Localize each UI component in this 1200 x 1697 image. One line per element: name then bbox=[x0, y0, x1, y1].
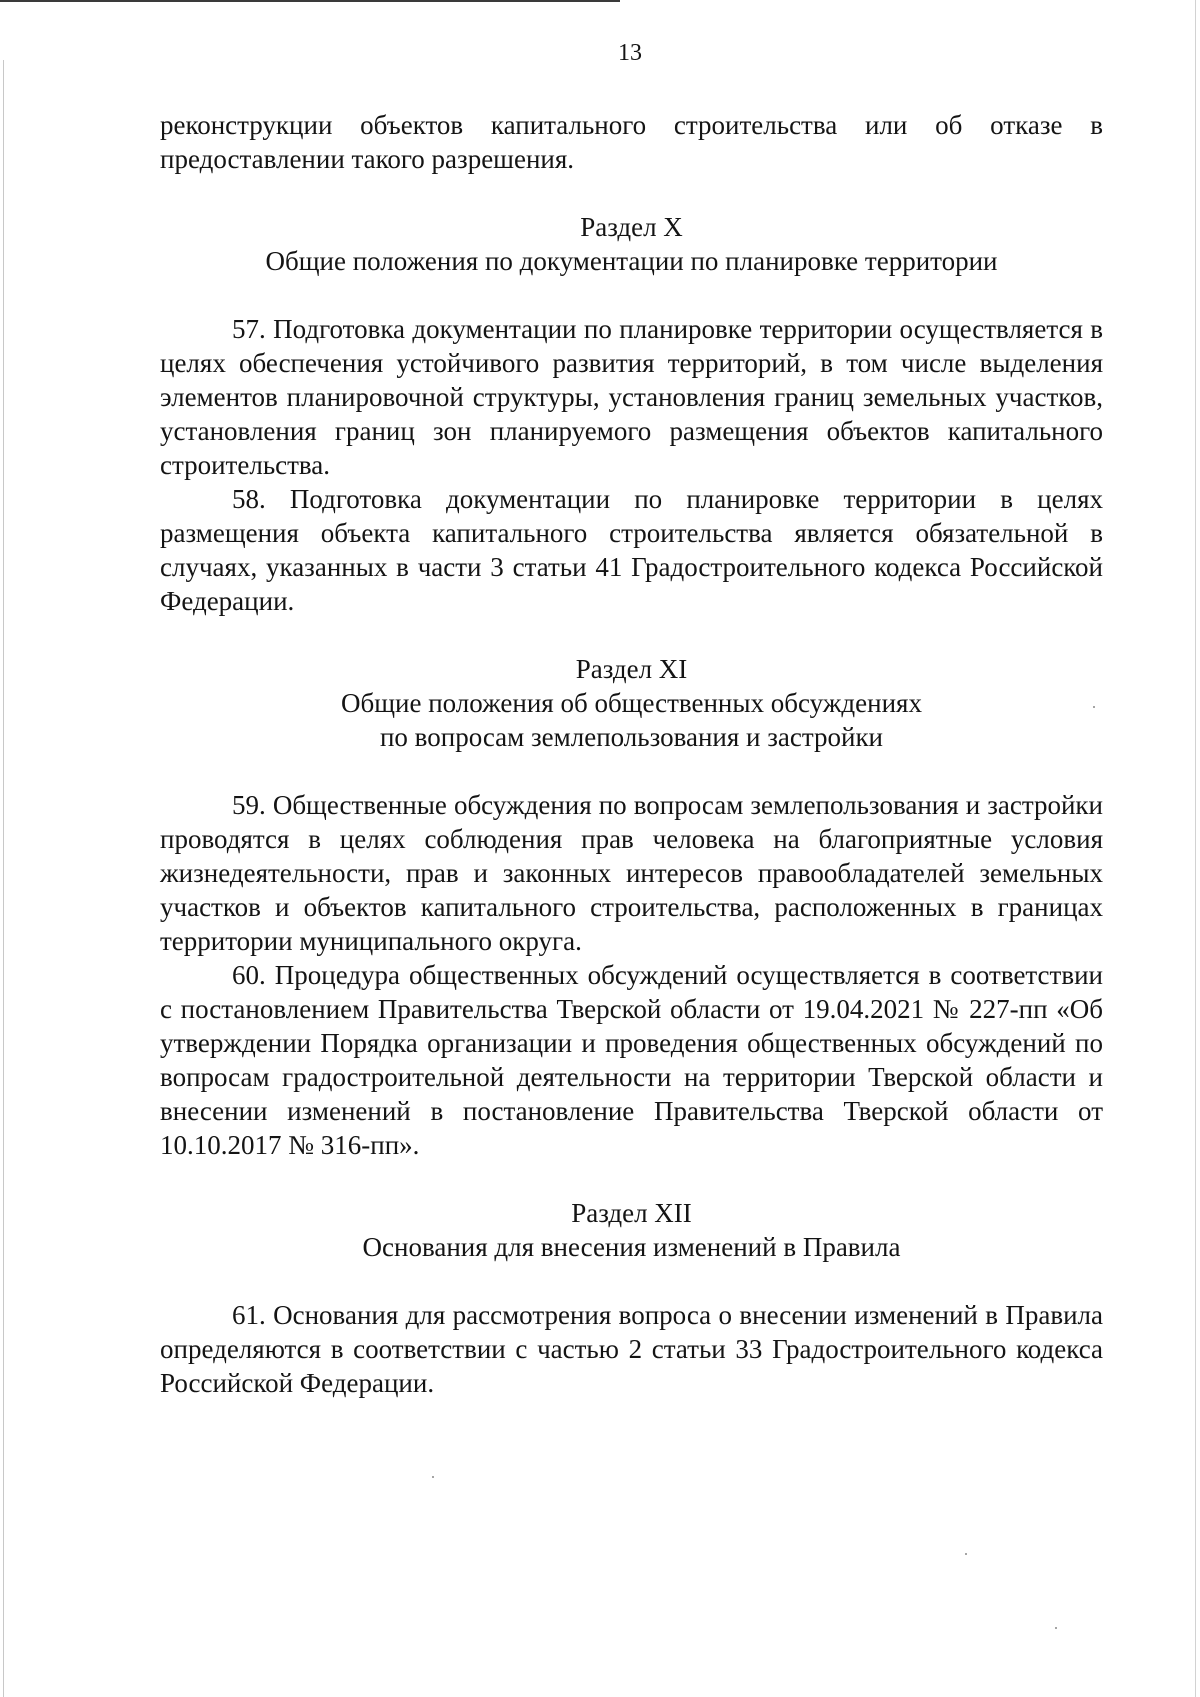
section-xii bbox=[160, 1196, 1103, 1400]
scan-speck bbox=[1093, 706, 1095, 708]
section-x bbox=[160, 210, 1103, 618]
scan-speck bbox=[1055, 1627, 1057, 1629]
document-body bbox=[160, 108, 1103, 1400]
scan-edge-right bbox=[1195, 0, 1196, 1697]
scan-speck bbox=[432, 1476, 434, 1478]
paragraph-57: 57. Подготовка документации по планировке территории осуществляется в целях обеспечения устойчивого развития территорий, в том числе выделения элементов планировочной структуры, установления границ земельных участков, установления границ зон планируемого размещения объектов капитального строительства. bbox=[160, 314, 1103, 480]
section-x-title: Общие положения по документации по планировке территории bbox=[265, 246, 998, 276]
section-xi-title-line-1: Общие положения об общественных обсуждениях bbox=[341, 688, 922, 718]
page-number: 13 bbox=[618, 40, 642, 66]
paragraph-61: 61. Основания для рассмотрения вопроса о внесении изменений в Правила определяются в соответствии с частью 2 статьи 33 Градостроительного кодекса Российской Федерации. bbox=[160, 1300, 1103, 1398]
section-xi-label: Раздел XI bbox=[575, 654, 688, 684]
section-xii-label: Раздел XII bbox=[571, 1198, 692, 1228]
section-xi bbox=[160, 652, 1103, 1162]
section-xii-title: Основания для внесения изменений в Правила bbox=[362, 1232, 901, 1262]
paragraph-60: 60. Процедура общественных обсуждений осуществляется в соответствии с постановлением Правительства Тверской области от 19.04.2021 № 227-пп «Об утверждении Порядка организации и проведения общественных обсуждений по вопросам градостроительной деятельности на территории Тверской области и внесении изменений в постановление Правительства Тверской области от 10.10.2017 № 316-пп». bbox=[160, 960, 1103, 1160]
scan-speck bbox=[965, 1553, 967, 1555]
section-x-label: Раздел X bbox=[580, 212, 683, 242]
intro-paragraph: реконструкции объектов капитального строительства или об отказе в предоставлении такого разрешения. bbox=[160, 110, 1103, 174]
section-xi-title-line-2: по вопросам землепользования и застройки bbox=[379, 722, 884, 752]
scan-edge-top bbox=[0, 0, 620, 2]
scan-edge-left bbox=[3, 60, 4, 1697]
paragraph-58: 58. Подготовка документации по планировке территории в целях размещения объекта капитального строительства является обязательной в случаях, указанных в части 3 статьи 41 Градостроительного кодекса Российской Федерации. bbox=[160, 484, 1103, 616]
paragraph-59: 59. Общественные обсуждения по вопросам землепользования и застройки проводятся в целях соблюдения прав человека на благоприятные условия жизнедеятельности, прав и законных интересов правообладателей земельных участков и объектов капитального строительства, расположенных в границах территории муниципального округа. bbox=[160, 790, 1103, 956]
